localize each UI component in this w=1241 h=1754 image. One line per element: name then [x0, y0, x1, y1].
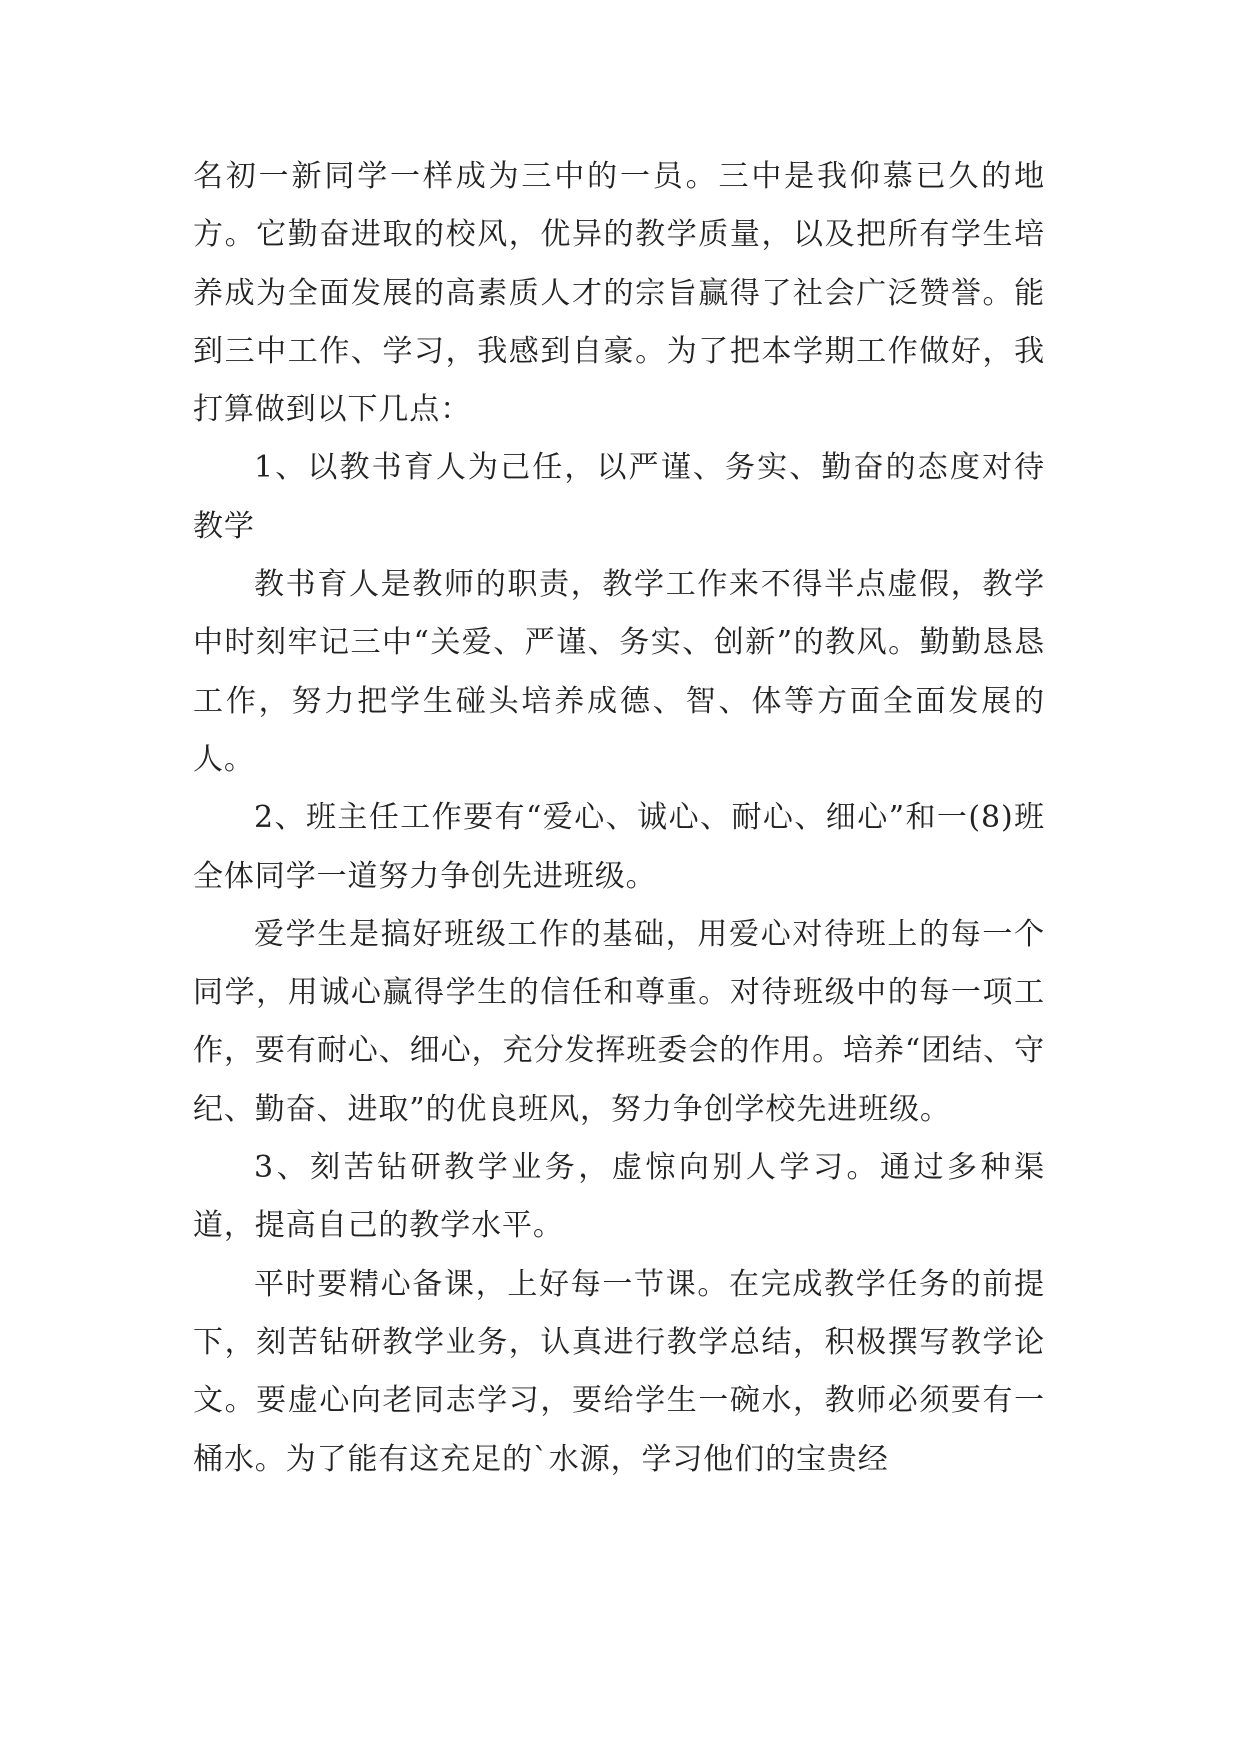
document-body	[193, 148, 1045, 1489]
paragraph-intro-continuation: 名初一新同学一样成为三中的一员。三中是我仰慕已久的地方。它勤奋进取的校风，优异的教学质量，以及把所有学生培养成为全面发展的高素质人才的宗旨赢得了社会广泛赞誉。能到三中工作、学习，我感到自豪。为了把本学期工作做好，我打算做到以下几点：	[193, 159, 1045, 428]
paragraph-point-3-heading: 3、刻苦钻研教学业务，虚惊向别人学习。通过多种渠道，提高自己的教学水平。	[193, 1150, 1045, 1244]
paragraph-point-1-body: 教书育人是教师的职责，教学工作来不得半点虚假，教学中时刻牢记三中“关爱、严谨、务实、创新”的教风。勤勤恳恳工作，努力把学生碰头培养成德、智、体等方面全面发展的人。	[193, 567, 1045, 777]
paragraph-point-2-heading: 2、班主任工作要有“爱心、诚心、耐心、细心”和一(8)班全体同学一道努力争创先进班级。	[193, 800, 1045, 894]
paragraph-point-2-body: 爱学生是搞好班级工作的基础，用爱心对待班上的每一个同学，用诚心赢得学生的信任和尊重。对待班级中的每一项工作，要有耐心、细心，充分发挥班委会的作用。培养“团结、守纪、勤奋、进取”的优良班风，努力争创学校先进班级。	[193, 916, 1045, 1127]
paragraph-point-1-heading: 1、以教书育人为己任，以严谨、务实、勤奋的态度对待教学	[193, 450, 1045, 544]
paragraph-point-3-body: 平时要精心备课，上好每一节课。在完成教学任务的前提下，刻苦钻研教学业务，认真进行教学总结，积极撰写教学论文。要虚心向老同志学习，要给学生一碗水，教师必须要有一桶水。为了能有这充足的`水源，学习他们的宝贵经	[193, 1266, 1045, 1477]
